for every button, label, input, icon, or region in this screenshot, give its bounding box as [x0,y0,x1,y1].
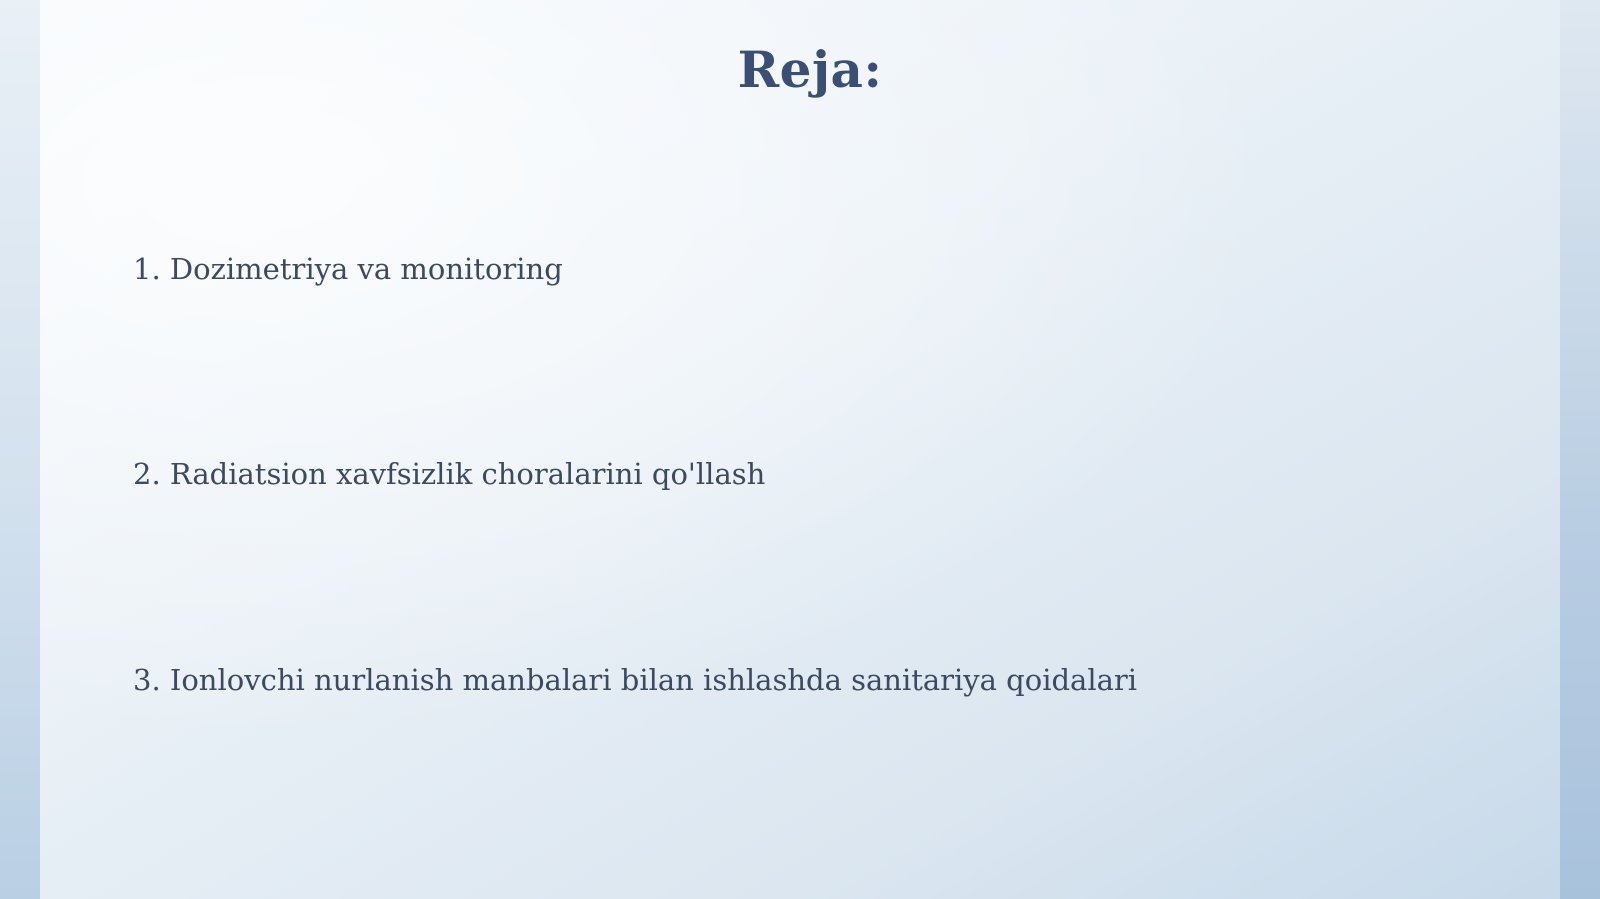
plan-item-3: 3. Ionlovchi nurlanish manbalari bilan ishlashda sanitariya qoidalari [133,663,1138,697]
plan-item-2: 2. Radiatsion xavfsizlik choralarini qo'llash [133,457,766,491]
plan-item-1: 1. Dozimetriya va monitoring [133,252,563,286]
right-margin-band [1560,0,1600,899]
slide [40,0,1560,899]
left-margin-band [0,0,40,899]
slide-title: Reja: [737,40,883,99]
